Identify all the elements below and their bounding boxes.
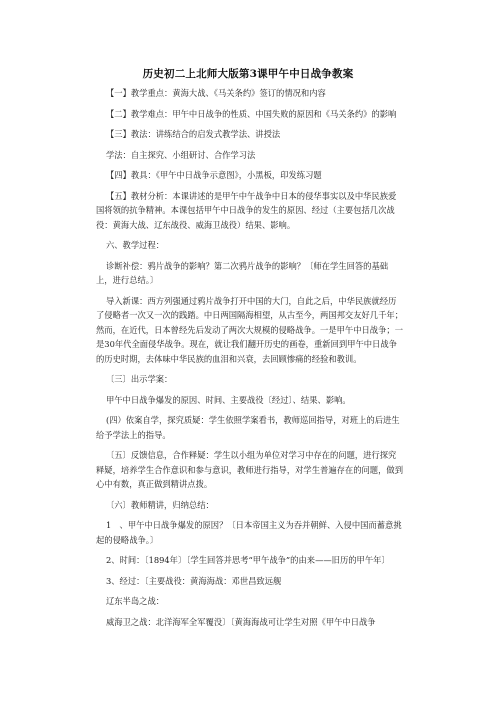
paragraph-diagnosis: 诊断补偿：鸦片战争的影响？第二次鸦片战争的影响？〔师在学生回答的基础上，进行总结。〕 (96, 260, 389, 285)
paragraph-show-plan: 〔三〕出示学案： (105, 374, 173, 384)
paragraph-process-heading: 六、教学过程： (105, 240, 165, 250)
paragraph-course: 3、经过：〔主要战役：黄海海战：邓世昌致远舰 (105, 575, 282, 586)
paragraph-cause: 1 、甲午中日战争爆发的原因？〔日本帝国主义为吞并朝鲜、入侵中国而蓄意挑起的侵略战争。〕 (96, 520, 402, 545)
paragraph-teaching-method: 【三】教法：讲练结合的启发式教学法、讲授法 (105, 129, 281, 139)
paragraph-learning-method: 学法：自主探究、小组研讨、合作学习法 (105, 149, 256, 160)
paragraph-weihaiwei: 威海卫之战：北洋海军全军覆没〕〔黄海海战可让学生对照《甲午中日战争 (105, 616, 376, 627)
paragraph-introduction: 导入新课：西方列强通过鸦片战争打开中国的大门，自此之后，中华民族就经历了侵略者一次又一次的践踏。中日两国隔海相望，从古至今，两国邦交友好几千年；然而，在近代，日本曾经先后发动了两次大规模的侵略战争。一是甲午中日战争；一是30年代全面侵华战争。现在，就让我们翻开历史的画卷，重新回到甲午中日战争的历史时期，去体味中华民族的血泪和兴衰，去回顾惨痛的经验和教训。 (96, 295, 403, 364)
document-title: 历史初二上北师大版第3课甲午中日战争教案 (142, 68, 354, 80)
paragraph-key-points: 【一】教学重点：黄海大战、《马关条约》签订的情况和内容 (105, 88, 326, 98)
document-body (96, 86, 404, 635)
paragraph-self-study: (四）依案自学，探究质疑：学生依照学案看书，教师巡回指导，对班上的后进生给予学法上的指导。 (96, 415, 400, 440)
paragraph-textbook-analysis: 【五】教材分析：本课讲述的是甲午中午战争中日本的侵华事实以及中华民族爱国将领的抗争精神。本课包括甲午中日战争的发生的原因、经过（主要包括几次战役：黄海大战、辽东战役、威海卫战役）结果、影响。 (96, 190, 397, 230)
paragraph-difficulties: 【二】教学难点：甲午中日战争的性质、中国失败的原因和《马关条约》的影响 (105, 108, 397, 119)
paragraph-liaodong: 辽东半岛之战： (105, 596, 165, 606)
paragraph-time: 2、时间：〔1894年〕〔学生回答并思考“甲午战争”的由来——旧历的甲午年〕 (105, 555, 390, 565)
paragraph-summary-heading: 〔六〕教师精讲，归纳总结： (105, 499, 214, 510)
paragraph-feedback: 〔五〕反馈信息，合作释疑：学生以小组为单位对学习中存在的问题，进行探究释疑，培养学生合作意识和参与意识，教师进行指导，对学生普遍存在的问题，做到心中有数，真正做到精讲点拨。 (96, 450, 403, 489)
paragraph-teaching-aids: 【四】教具：《甲午中日战争示意图》，小黑板，印发练习题 (105, 170, 322, 180)
paragraph-plan-content: 甲午中日战争爆发的原因、时间、主要战役〔经过〕、结果、影响。 (105, 394, 351, 405)
